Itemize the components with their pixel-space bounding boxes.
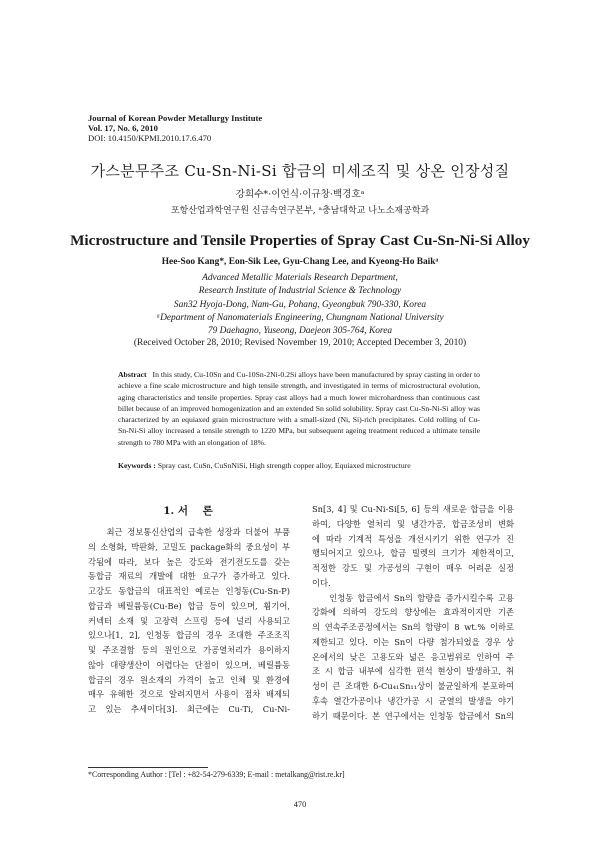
body-line: 최근 정보통신산업의 급속한 성장과 더불어 부품 [88, 527, 290, 537]
body-line: 강화에 의하여 강도의 향상에는 효과적이지만 기존 [312, 607, 514, 618]
body-line: 및 주조결함 등의 원인으로 가공열처리가 용이하지 [88, 645, 290, 655]
body-line: 하기 때문이다. 본 연구에서는 인청동 합금에서 Sn의 [312, 710, 514, 721]
body-line: 조 시 합금 내부에 심각한 편석 현상이 발생하고, 취 [312, 666, 514, 677]
body-line: 성이 큰 조대한 δ-Cu₄₁Sn₁₁상이 불균일하게 분포하여 [312, 681, 514, 691]
body-line: 고강도 동합금의 대표적인 예로는 인청동(Cu-Sn-P) [88, 586, 290, 596]
body-line: 하여, 다양한 열처리 및 냉간가공, 합금조성비 변화 [312, 518, 514, 529]
body-column-left [88, 525, 290, 717]
body-line: 않아 대량생산이 어렵다는 단점이 있으며, 베릴륨동 [88, 659, 290, 670]
keywords-text: Spray cast, CuSn, CuSnNiSi, High strength copper alloy, Equiaxed microstructure [157, 461, 411, 470]
journal-name: Journal of Korean Powder Metallurgy Institute [88, 113, 263, 123]
received-dates: (Received October 28, 2010; Revised November 19, 2010; Accepted December 3, 2010) [133, 338, 467, 348]
keywords-label: Keywords : [118, 461, 156, 470]
abstract-text: In this study, Cu-10Sn and Cu-10Sn-2Ni-0.2Si alloys have been manufactured by spray casting in order to achieve a fine scale microstructure and high tensile strength, and investigated in terms of microstructural evolution, aging characteristics and tensile properties. Spray cast alloys had a much lower microhardness than continuous cast billet because of an improved homogenization and an extended Sn solid solubility. Spray cast Cu-Sn-Ni-Si alloy was characterized by an equiaxed grain microstructure with a small-sized (Ni, Si)-rich precipitates. Cold rolling of Cu-Sn-Ni-Si alloy increased a tensile strength to 1220 MPa, but subsequent ageing treatment reduced a ultimate tensile strength to 780 MPa with an elongation of 18%. [118, 370, 480, 447]
body-line: 온에서의 낮은 고용도와 넓은 응고범위로 인하여 주 [312, 651, 514, 662]
body-line: 있으나[1, 2], 인청동 합금의 경우 조대한 주조조직 [88, 630, 290, 641]
korean-affiliation: 포항산업과학연구원 신금속연구본부, ᵃ충남대학교 나노소재공학과 [170, 206, 430, 216]
affiliation-line: ᵃDepartment of Nanomaterials Engineering, Chungnam National University [156, 312, 444, 323]
corresponding-author-footnote: *Corresponding Author : [Tel : +82-54-279-6339; E-mail : metalkang@rist.re.kr] [88, 770, 345, 779]
body-line: 인청동 합금에서 Sn의 함량을 증가시킬수록 고용 [312, 592, 514, 603]
english-title: Microstructure and Tensile Properties of Spray Cast Cu-Sn-Ni-Si Alloy [70, 232, 530, 249]
abstract [118, 369, 480, 448]
journal-doi: DOI: 10.4150/KPMI.2010.17.6.470 [88, 133, 212, 144]
korean-authors: 강희수*·이언식·이규창·백경호ᵃ [235, 189, 365, 200]
body-line: 합금과 베릴륨동(Cu-Be) 합금 등이 있으며, 휨기어, [88, 600, 290, 611]
section-heading: 1. 서 론 [163, 505, 213, 517]
body-column-right [312, 502, 514, 723]
body-line: 매우 유해한 것으로 알려지면서 사용이 점차 배제되 [88, 689, 290, 700]
body-line: Sn[3, 4] 및 Cu-Ni-Si[5, 6] 등의 새로운 합금을 이용 [312, 504, 514, 514]
body-line: 의 소형화, 박판화, 고밀도 package화의 중요성이 부 [88, 541, 290, 552]
body-line: 에 따라 기계적 특성을 개선시키기 위한 연구가 진 [312, 533, 514, 544]
abstract-label: Abstract [118, 370, 147, 379]
footnote-divider [88, 767, 208, 768]
keywords [118, 461, 480, 470]
body-line: 합금의 경우 원소재의 가격이 높고 인체 및 환경에 [88, 674, 290, 685]
affiliation-line: Advanced Metallic Materials Research Department, [202, 273, 398, 283]
body-line: 커넥터 소재 및 고장력 스프링 등에 널리 사용되고 [88, 615, 290, 626]
body-line: 후속 열간가공이나 냉간가공 시 균열의 발생을 야기 [312, 695, 514, 706]
body-line: 의 연속주조공정에서는 Sn의 함량이 8 wt.% 이하로 [312, 622, 514, 632]
english-authors: Hee-Soo Kang*, Eon-Sik Lee, Gyu-Chang Lee, and Kyeong-Ho Baikᵃ [161, 257, 439, 267]
body-line: 제한되고 있다. 이는 Sn이 다량 첨가되었을 경우 상 [312, 636, 514, 647]
page-number: 470 [293, 800, 307, 809]
english-affiliation [0, 272, 600, 338]
body-line: 이다. [312, 577, 331, 588]
body-line: 동합금 재료의 개발에 대한 요구가 증가하고 있다. [88, 571, 290, 582]
affiliation-line: San32 Hyoja-Dong, Nam-Gu, Pohang, Gyeongbuk 790-330, Korea [173, 299, 427, 310]
journal-header [88, 113, 262, 144]
body-line: 각됨에 따라, 보다 높은 강도와 전기전도도를 갖는 [88, 556, 290, 567]
journal-volume: Vol. 17, No. 6, 2010 [88, 123, 158, 134]
body-line: 적정한 강도 및 가공성의 구현이 매우 어려운 실정 [312, 563, 514, 573]
korean-title: 가스분무주조 Cu-Sn-Ni-Si 합금의 미세조직 및 상온 인장성질 [90, 162, 510, 180]
affiliation-line: 79 Daehagno, Yuseong, Daejeon 305-764, Korea [207, 326, 393, 337]
affiliation-line: Research Institute of Industrial Science & Technology [198, 286, 402, 297]
body-line: 행되어지고 있으나, 합금 빌렛의 크기가 제한적이고, [312, 548, 514, 559]
body-line: 고 있는 추세이다[3]. 최근에는 Cu-Ti, Cu-Ni- [88, 704, 290, 714]
